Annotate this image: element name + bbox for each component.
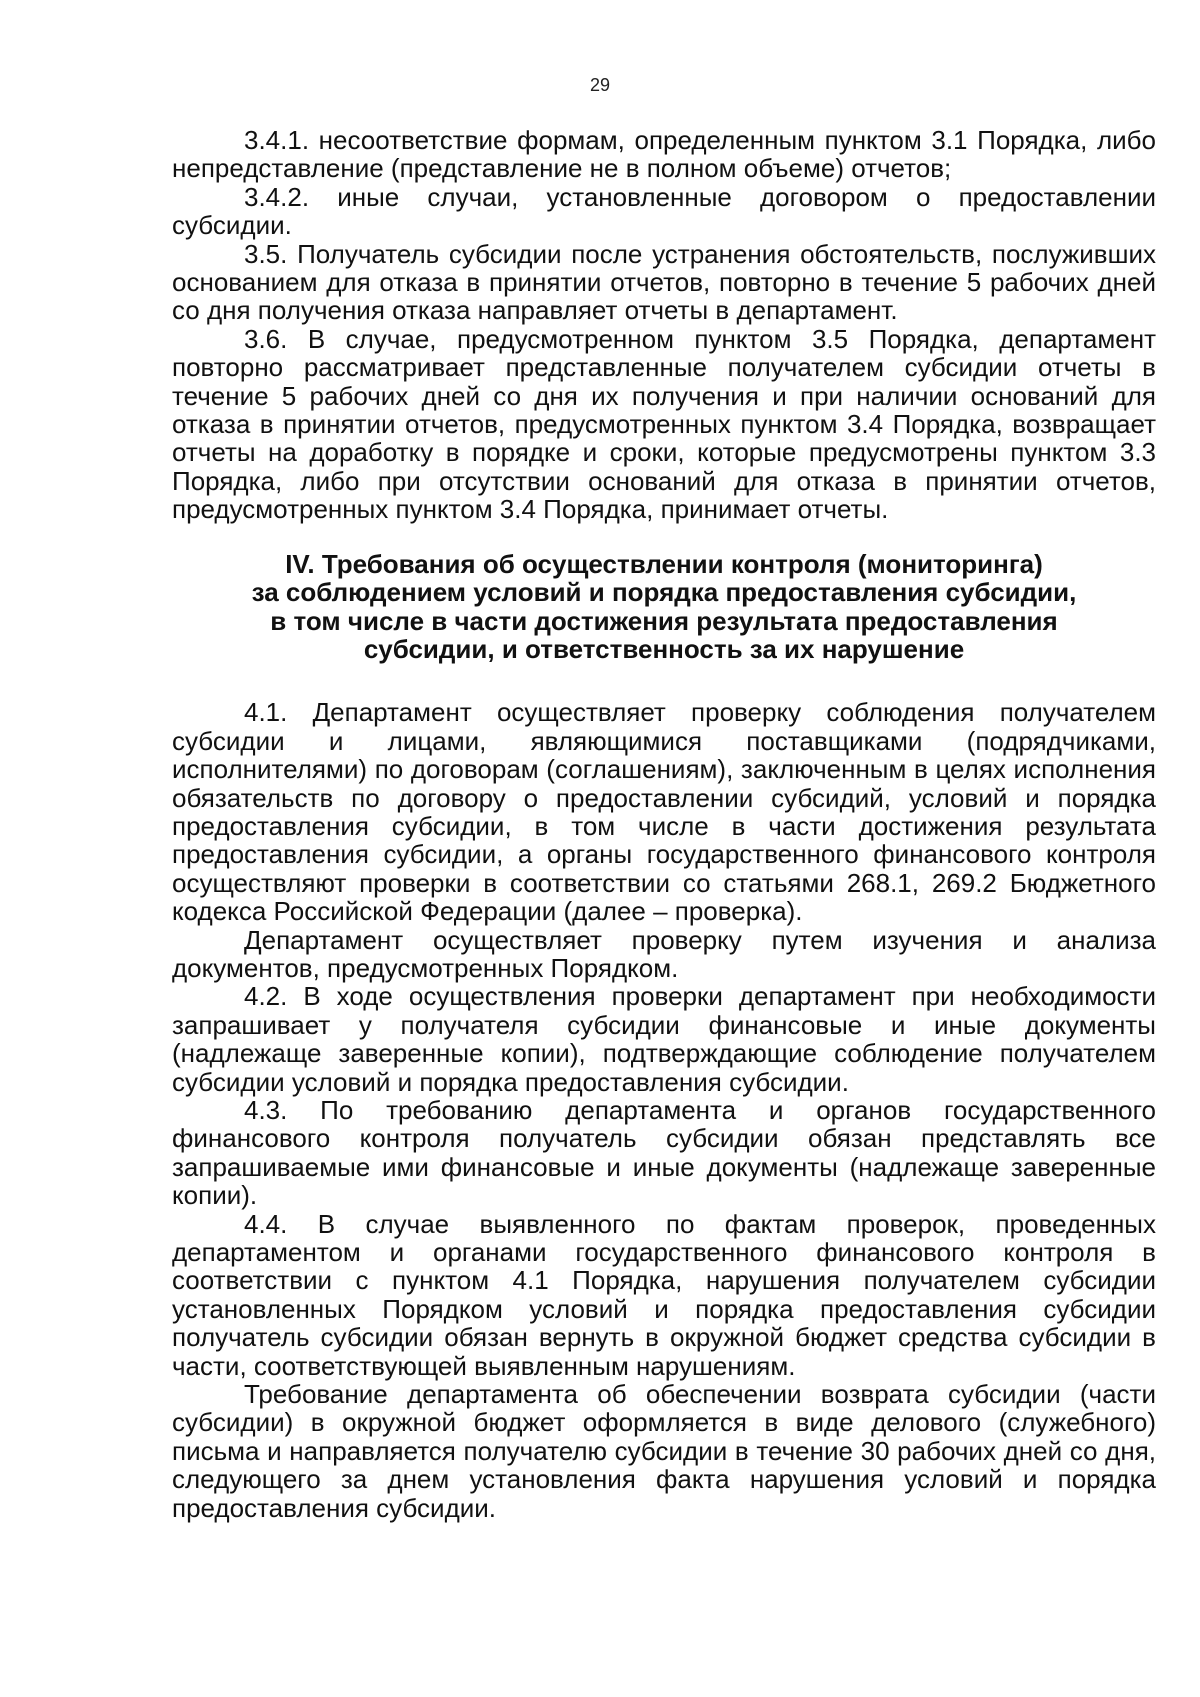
section-heading-line: субсидии, и ответственность за их нарушение — [363, 633, 965, 664]
section-heading-line: IV. Требования об осуществлении контроля (мониторинга) — [285, 548, 1043, 579]
document-body — [172, 126, 1156, 1522]
paragraph-4-1: 4.1. Департамент осуществляет проверку соблюдения получателем субсидии и лицами, являющимися поставщиками (подрядчиками, исполнителями) по договорам (соглашениям), заключенным в целях исполнения обязательств по договору о предоставлении субсидий, условий и порядка предоставления субсидии, в том числе в части достижения результата предоставления субсидии, а органы государственного финансового контроля осуществляют проверки в соответствии со статьями 268.1, 269.2 Бюджетного кодекса Российской Федерации (далее – проверка). — [172, 697, 1156, 927]
paragraph-3-6: 3.6. В случае, предусмотренном пунктом 3.5 Порядка, департамент повторно рассматривает представленные получателем субсидии отчеты в течение 5 рабочих дней со дня их получения и при наличии оснований для отказа в принятии отчетов, предусмотренных пунктом 3.4 Порядка, возвращает отчеты на доработку в порядке и сроки, которые предусмотрены пунктом 3.3 Порядка, либо при отсутствии оснований для отказа в принятии отчетов, предусмотренных пунктом 3.4 Порядка, принимает отчеты. — [172, 323, 1156, 525]
section-heading — [172, 550, 1156, 664]
paragraph-4-1-cont: Департамент осуществляет проверку путем изучения и анализа документов, предусмотренных Порядком. — [172, 924, 1156, 983]
paragraph-3-4-2: 3.4.2. иные случаи, установленные договором о предоставлении субсидии. — [172, 181, 1156, 241]
section-heading-line: за соблюдением условий и порядка предоставления субсидии, — [251, 577, 1077, 608]
paragraph-4-4: 4.4. В случае выявленного по фактам проверок, проведенных департаментом и органами государственного финансового контроля в соответствии с пунктом 4.1 Порядка, нарушения получателем субсидии установленных Порядком условий и порядка предоставления субсидии получатель субсидии обязан вернуть в окружной бюджет средства субсидии в части, соответствующей выявленным нарушениям. — [172, 1208, 1156, 1381]
paragraph-4-3: 4.3. По требованию департамента и органов государственного финансового контроля получатель субсидии обязан представлять все запрашиваемые ими финансовые и иные документы (надлежаще заверенные копии). — [172, 1095, 1156, 1211]
paragraph-4-2: 4.2. В ходе осуществления проверки департамент при необходимости запрашивает у получателя субсидии финансовые и иные документы (надлежаще заверенные копии), подтверждающие соблюдение получателем субсидии условий и порядка предоставления субсидии. — [172, 981, 1156, 1097]
paragraph-3-4-1: 3.4.1. несоответствие формам, определенным пунктом 3.1 Порядка, либо непредставление (представление не в полном объеме) отчетов; — [172, 125, 1156, 184]
paragraph-3-5: 3.5. Получатель субсидии после устранения обстоятельств, послуживших основанием для отказа в принятии отчетов, повторно в течение 5 рабочих дней со дня получения отказа направляет отчеты в департамент. — [172, 238, 1156, 326]
page-number: 29 — [589, 75, 611, 95]
section-heading-line: в том числе в части достижения результата предоставления — [270, 605, 1058, 636]
paragraph-4-4-cont: Требование департамента об обеспечении возврата субсидии (части субсидии) в окружной бюджет оформляется в виде делового (служебного) письма и направляется получателю субсидии в течение 30 рабочих дней со дня, следующего за днем установления факта нарушения условий и порядка предоставления субсидии. — [172, 1379, 1156, 1523]
